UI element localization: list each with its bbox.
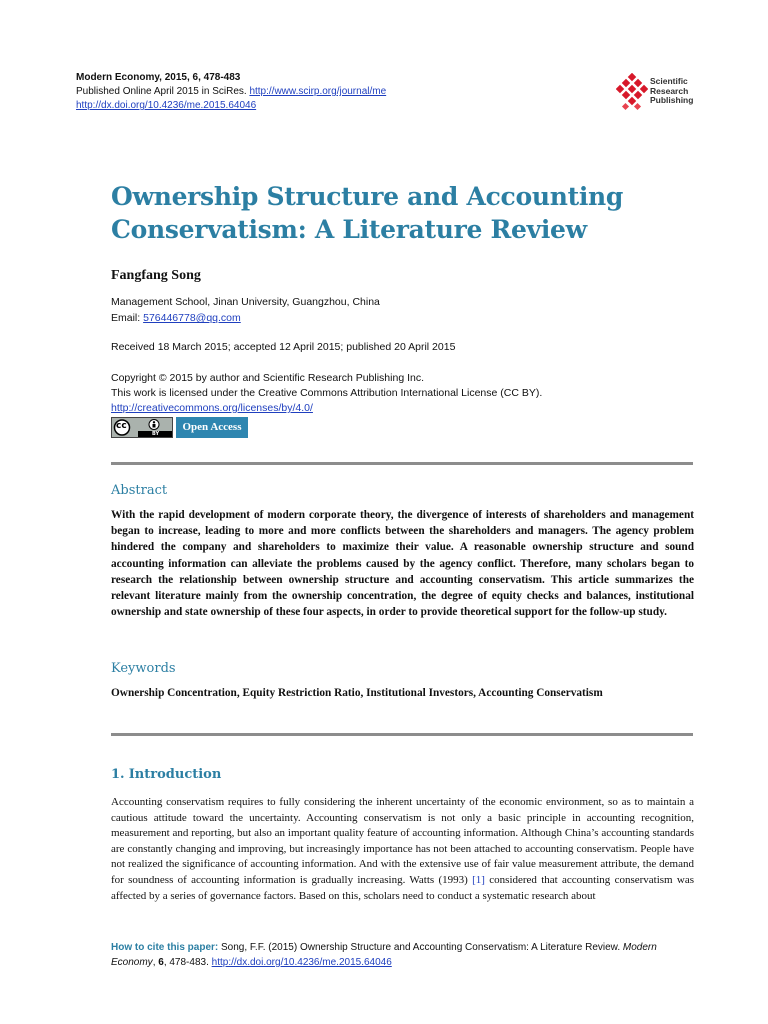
cite-volume: 6 [158,957,164,968]
email-label: Email: [111,312,141,324]
cite-text: Song, F.F. (2015) Ownership Structure and Accounting Conservatism: A Literature Review. [221,942,621,953]
logo-wordmark: Scientific Research Publishing [650,76,694,105]
abstract-text: With the rapid development of modern corporate theory, the divergence of interests of shareholders and management began to increase, leading to more and more conflicts between the shareholders and managers. The agency problem hindered the company and shareholders to maximize their value. A reasonable ownership structure and sound accounting information can alleviate the problems caused by the agency conflict. Therefore, many scholars began to research the relationship between ownership structure and accounting conservatism. This article summarizes the relevant literature mainly from the ownership concentration, the degree of equity checks and balances, institutional ownership and state ownership of these four aspects, in order to provide theoretical support for the follow-up study. [111,509,694,619]
intro-paragraph-start: Accounting conservatism requires to fully considering the inherent uncertainty of the economic environment, so as to maintain a cautious attitude toward the uncertainty. Accounting conservatism is not only a basic principle in accounting recognition, measurement and reporting, but also an important quality feature of accounting information. Although China’s accounting standards are constantly changing and improving, but increasingly importance has not been attached to accounting conservatism. People have not realized the significance of accounting information. And with the extensive use of fair value measurement attribute, the demand for soundness of accounting information is gradually increasing. Watts (1993) [111,796,694,886]
cc-by-badge[interactable] [111,417,173,438]
open-access-badge[interactable]: Open Access [176,417,248,438]
paper-title: Ownership Structure and Accounting Conservatism: A Literature Review [111,182,624,244]
keywords-text: Ownership Concentration, Equity Restriction Ratio, Institutional Investors, Accounting Conservatism [111,687,603,699]
divider-top [111,462,693,465]
keywords-heading: Keywords [111,661,176,676]
license-line: This work is licensed under the Creative Commons Attribution International License (CC BY). [111,387,543,399]
cite-lead: How to cite this paper: [111,942,219,953]
copyright-line: Copyright © 2015 by author and Scientific Research Publishing Inc. [111,372,424,384]
email-link[interactable]: 576446778@qq.com [143,312,241,324]
scirp-diamond-icon [616,73,648,113]
journal-header [76,71,386,113]
how-to-cite: How to cite this paper: Song, F.F. (2015) Ownership Structure and Accounting Conservatism: A Literature Review. Modern Economy, 6, 478-483. http://dx.doi.org/10.4236/me.2015.64046 [111,942,657,968]
published-line [76,85,386,99]
email-line [111,310,380,326]
affiliation-block [111,294,380,326]
section-title: Introduction [128,767,222,782]
publisher-logo [616,71,716,115]
cite-journal: Modern Economy [111,942,657,968]
reference-link[interactable]: [1] [472,873,485,886]
by-text: BY [152,431,160,437]
cite-pages: , 478-483. [163,957,209,968]
footer-doi-link[interactable]: http://dx.doi.org/10.4236/me.2015.64046 [211,957,392,968]
section-number: 1. [111,767,125,782]
license-url-link[interactable]: http://creativecommons.org/licenses/by/4.0/ [111,402,313,414]
divider-bottom [111,733,693,736]
cc-text: cc [116,421,127,431]
intro-paragraph-end: considered that accounting conservatism was affected by a series of governance factors. Based on this, scholars need to conduct a systematic research about [111,873,695,902]
author-name: Fangfang Song [111,268,201,283]
affiliation: Management School, Jinan University, Guangzhou, China [111,296,380,308]
introduction-heading [111,767,221,782]
publication-dates: Received 18 March 2015; accepted 12 April 2015; published 20 April 2015 [111,341,456,353]
header-doi-link[interactable]: http://dx.doi.org/10.4236/me.2015.64046 [76,100,257,111]
journal-url-link[interactable]: http://www.scirp.org/journal/me [249,86,387,97]
copyright-block [111,371,542,416]
journal-citation-line: Modern Economy, 2015, 6, 478-483 [76,72,241,83]
abstract-heading: Abstract [111,483,168,498]
published-prefix: Published Online April 2015 in SciRes. [76,86,247,97]
introduction-text [111,795,694,904]
